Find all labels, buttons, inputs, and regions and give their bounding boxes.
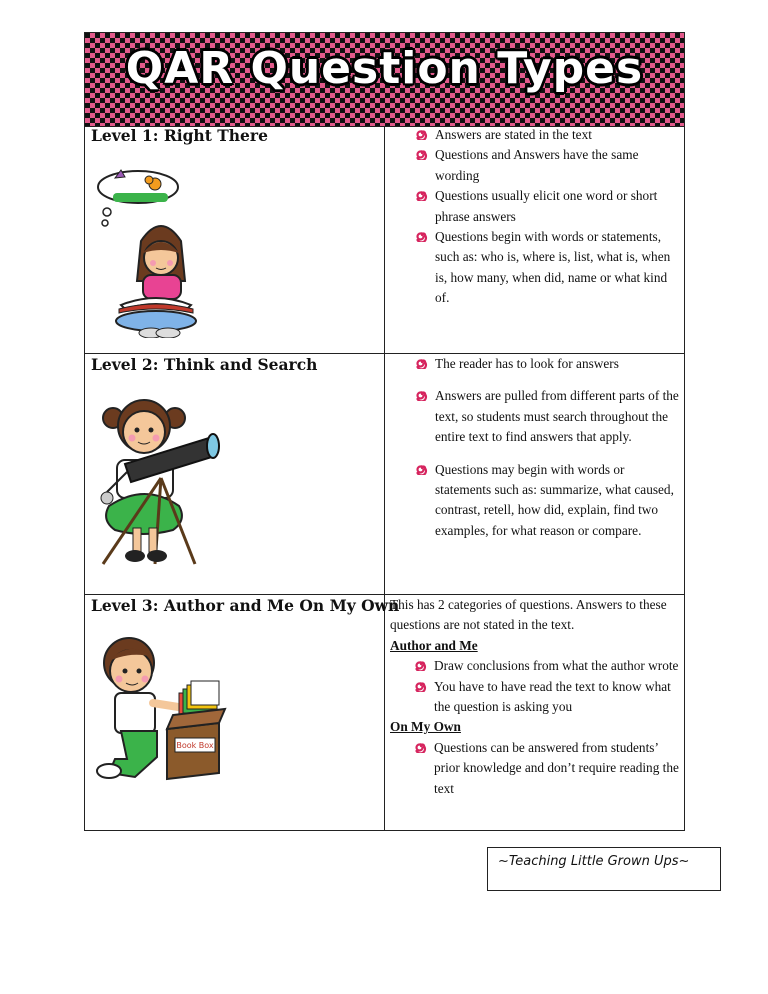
column-divider — [384, 126, 385, 831]
level-1-title: Level 1: Right There — [91, 126, 268, 145]
list-item: Questions begin with words or statements, such as: who is, where is, list, what is, when is, how many, when did, name or what kind of. — [391, 227, 681, 309]
list-item: You have to have read the text to know what the question is asking you — [390, 677, 680, 718]
swirl-icon — [415, 355, 429, 369]
list-item: Questions may begin with words or statements such as: summarize, what caused, contrast, retell, how did, explain, find two examples, for what reason or compare. — [391, 460, 681, 542]
book-box-label: Book Box — [176, 741, 214, 750]
qar-chart — [84, 32, 685, 831]
swirl-icon — [415, 146, 429, 160]
girl-telescope-illustration — [95, 388, 240, 568]
swirl-icon — [414, 678, 428, 692]
level-1-points — [391, 125, 681, 309]
list-item: Questions usually elicit one word or short phrase answers — [391, 186, 681, 227]
footer-credit: ~Teaching Little Grown Ups~ — [487, 847, 721, 891]
author-and-me-heading: Author and Me — [390, 637, 478, 653]
swirl-icon — [415, 387, 429, 401]
swirl-icon — [415, 461, 429, 475]
list-item: Questions and Answers have the same wording — [391, 145, 681, 186]
list-item: Draw conclusions from what the author wrote — [390, 656, 680, 676]
swirl-icon — [415, 187, 429, 201]
level-3-intro: This has 2 categories of questions. Answers to these questions are not stated in the text. — [390, 597, 667, 633]
swirl-icon — [415, 126, 429, 140]
girl-reading-illustration — [93, 163, 218, 338]
level-3-points — [390, 595, 680, 799]
list-item: Questions can be answered from students’ prior knowledge and don’t require reading the text — [390, 738, 680, 799]
level-2-points — [391, 354, 681, 541]
title-banner — [85, 33, 684, 127]
on-my-own-heading: On My Own — [390, 719, 461, 735]
swirl-icon — [414, 657, 428, 671]
list-item: The reader has to look for answers — [391, 354, 681, 374]
level-3-title: Level 3: Author and Me On My Own — [91, 596, 400, 615]
list-item: Answers are stated in the text — [391, 125, 681, 145]
list-item: Answers are pulled from different parts of the text, so students must search throughout the entire text to find answers that apply. — [391, 386, 681, 447]
boy-book-box-illustration — [93, 633, 243, 788]
swirl-icon — [415, 228, 429, 242]
page-title: QAR Question Types — [125, 43, 644, 94]
level-2-title: Level 2: Think and Search — [91, 355, 318, 374]
swirl-icon — [414, 739, 428, 753]
